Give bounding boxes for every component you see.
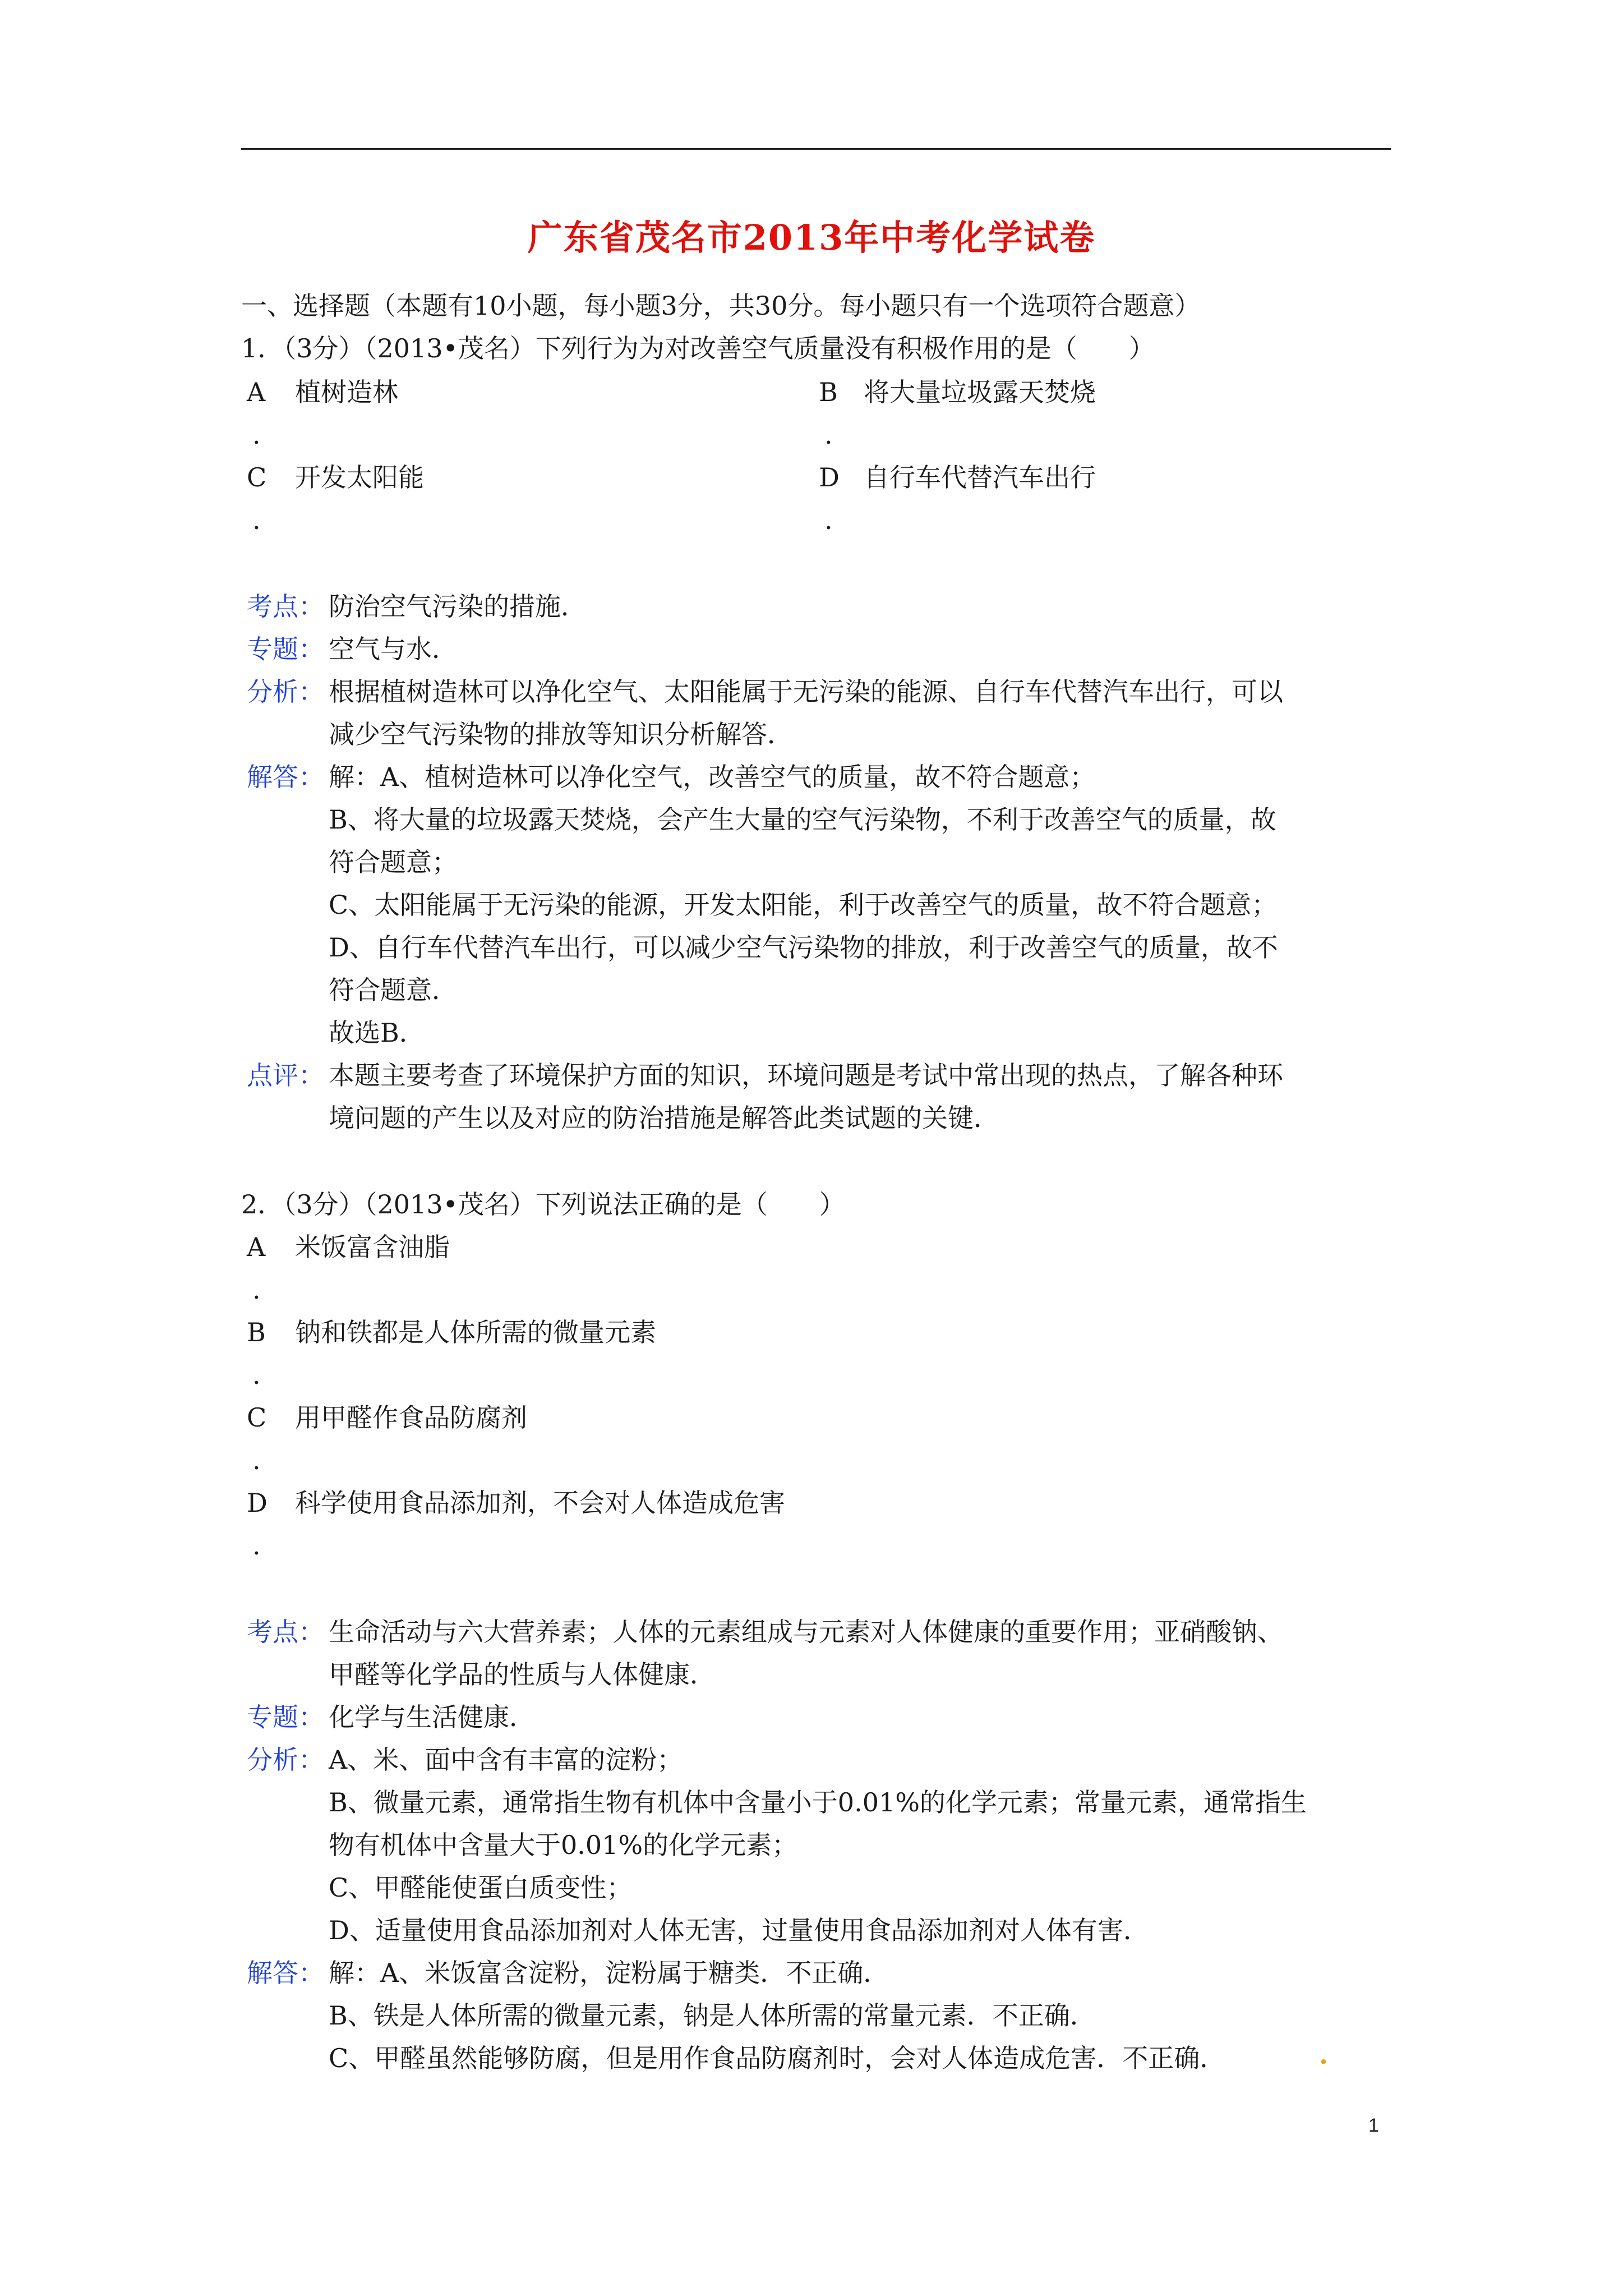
q2-jieda-label: 解答：	[247, 1958, 324, 1988]
q1-jieda-line: 故选B．	[329, 1018, 425, 1048]
q1-dianping-line: 境问题的产生以及对应的防治措施是解答此类试题的关键．	[329, 1103, 999, 1133]
q1-option-c-letter: C	[247, 462, 267, 493]
page-title: 广东省茂名市2013年中考化学试卷	[527, 217, 1096, 258]
q1-fenxi-line: 减少空气污染物的排放等知识分析解答．	[329, 719, 793, 749]
q1-option-c-text: 开发太阳能	[295, 462, 424, 493]
q1-option-a-text: 植树造林	[295, 377, 398, 407]
q1-dianping-label: 点评：	[247, 1060, 324, 1091]
trailing-dot: .	[1319, 2040, 1329, 2070]
q1-zhuanti-label: 专题：	[247, 634, 324, 664]
q2-kaodian-label: 考点：	[247, 1617, 324, 1647]
q1-fenxi-label: 分析：	[247, 677, 324, 707]
q1-stem: 1．（3分）（2013•茂名）下列行为为对改善空气质量没有积极作用的是（ ）	[241, 333, 1155, 364]
q1-jieda-line: B、将大量的垃圾露天焚烧，会产生大量的空气污染物，不利于改善空气的质量，故	[329, 804, 1276, 835]
q2-option-d-letter: D	[247, 1488, 268, 1518]
q1-fenxi-line: 根据植树造林可以净化空气、太阳能属于无污染的能源、自行车代替汽车出行，可以	[329, 677, 1283, 707]
q1-option-b-text: 将大量垃圾露天焚烧	[864, 377, 1096, 407]
q2-option-a-dot: .	[252, 1274, 261, 1305]
q1-jieda-line: 符合题意；	[329, 847, 458, 877]
q2-jieda-line: 解：A、米饭富含淀粉，淀粉属于糖类．不正确．	[329, 1958, 889, 1988]
q1-jieda-line: C、太阳能属于无污染的能源，开发太阳能，利于改善空气的质量，故不符合题意；	[329, 890, 1278, 920]
q2-option-a-letter: A	[247, 1232, 266, 1262]
q2-fenxi-label: 分析：	[247, 1745, 324, 1775]
q1-option-b-dot: .	[824, 420, 833, 450]
q1-zhuanti: 空气与水．	[329, 634, 458, 664]
q1-jieda-label: 解答：	[247, 762, 324, 792]
q1-option-a-dot: .	[252, 420, 261, 450]
q2-option-b-letter: B	[247, 1317, 266, 1347]
q1-option-d-dot: .	[824, 505, 833, 535]
q2-option-c-letter: C	[247, 1402, 267, 1433]
q2-fenxi-line: B、微量元素，通常指生物有机体中含量小于0.01%的化学元素；常量元素，通常指生	[329, 1787, 1307, 1818]
q2-option-c-text: 用甲醛作食品防腐剂	[295, 1402, 527, 1433]
q2-zhuanti: 化学与生活健康．	[329, 1702, 535, 1732]
section-heading: 一、选择题（本题有10小题，每小题3分，共30分。每小题只有一个选项符合题意）	[241, 291, 1201, 321]
q2-fenxi-line: 物有机体中含量大于0.01%的化学元素；	[329, 1830, 798, 1860]
q2-option-b-dot: .	[252, 1360, 261, 1390]
q1-option-b-letter: B	[819, 377, 838, 407]
q2-jieda-line: B、铁是人体所需的微量元素，钠是人体所需的常量元素．不正确．	[329, 2000, 1096, 2031]
q2-option-d-text: 科学使用食品添加剂，不会对人体造成危害	[295, 1488, 785, 1518]
q2-stem: 2．（3分）（2013•茂名）下列说法正确的是（ ）	[241, 1189, 845, 1220]
q1-jieda-line: 符合题意．	[329, 975, 458, 1005]
q1-jieda-line: D、自行车代替汽车出行，可以减少空气污染物的排放，利于改善空气的质量，故不	[329, 932, 1278, 963]
q2-fenxi-line: D、适量使用食品添加剂对人体无害，过量使用食品添加剂对人体有害．	[329, 1915, 1149, 1945]
q1-kaodian-label: 考点：	[247, 591, 324, 622]
q1-option-a-letter: A	[247, 377, 266, 407]
q1-option-d-text: 自行车代替汽车出行	[864, 462, 1096, 493]
page-number: 1	[1368, 2115, 1379, 2136]
q1-kaodian: 防治空气污染的措施．	[329, 591, 587, 622]
q2-zhuanti-label: 专题：	[247, 1702, 324, 1732]
q2-kaodian-line: 甲醛等化学品的性质与人体健康．	[329, 1659, 716, 1690]
q2-fenxi-line: C、甲醛能使蛋白质变性；	[329, 1872, 633, 1903]
q2-jieda-line: C、甲醛虽然能够防腐，但是用作食品防腐剂时，会对人体造成危害．不正确．	[329, 2043, 1226, 2073]
q1-option-d-letter: D	[819, 462, 840, 493]
q1-jieda-line: 解：A、植树造林可以净化空气，改善空气的质量，故不符合题意；	[329, 762, 1096, 792]
q2-option-b-text: 钠和铁都是人体所需的微量元素	[295, 1317, 656, 1347]
q2-fenxi-line: A、米、面中含有丰富的淀粉；	[329, 1745, 683, 1775]
header-rule	[241, 148, 1391, 150]
q1-option-c-dot: .	[252, 505, 261, 535]
q2-option-d-dot: .	[252, 1530, 261, 1561]
q2-option-c-dot: .	[252, 1445, 261, 1475]
q2-option-a-text: 米饭富含油脂	[295, 1232, 450, 1262]
q1-dianping-line: 本题主要考查了环境保护方面的知识，环境问题是考试中常出现的热点，了解各种环	[329, 1060, 1283, 1091]
q2-kaodian-line: 生命活动与六大营养素；人体的元素组成与元素对人体健康的重要作用；亚硝酸钠、	[329, 1617, 1283, 1647]
